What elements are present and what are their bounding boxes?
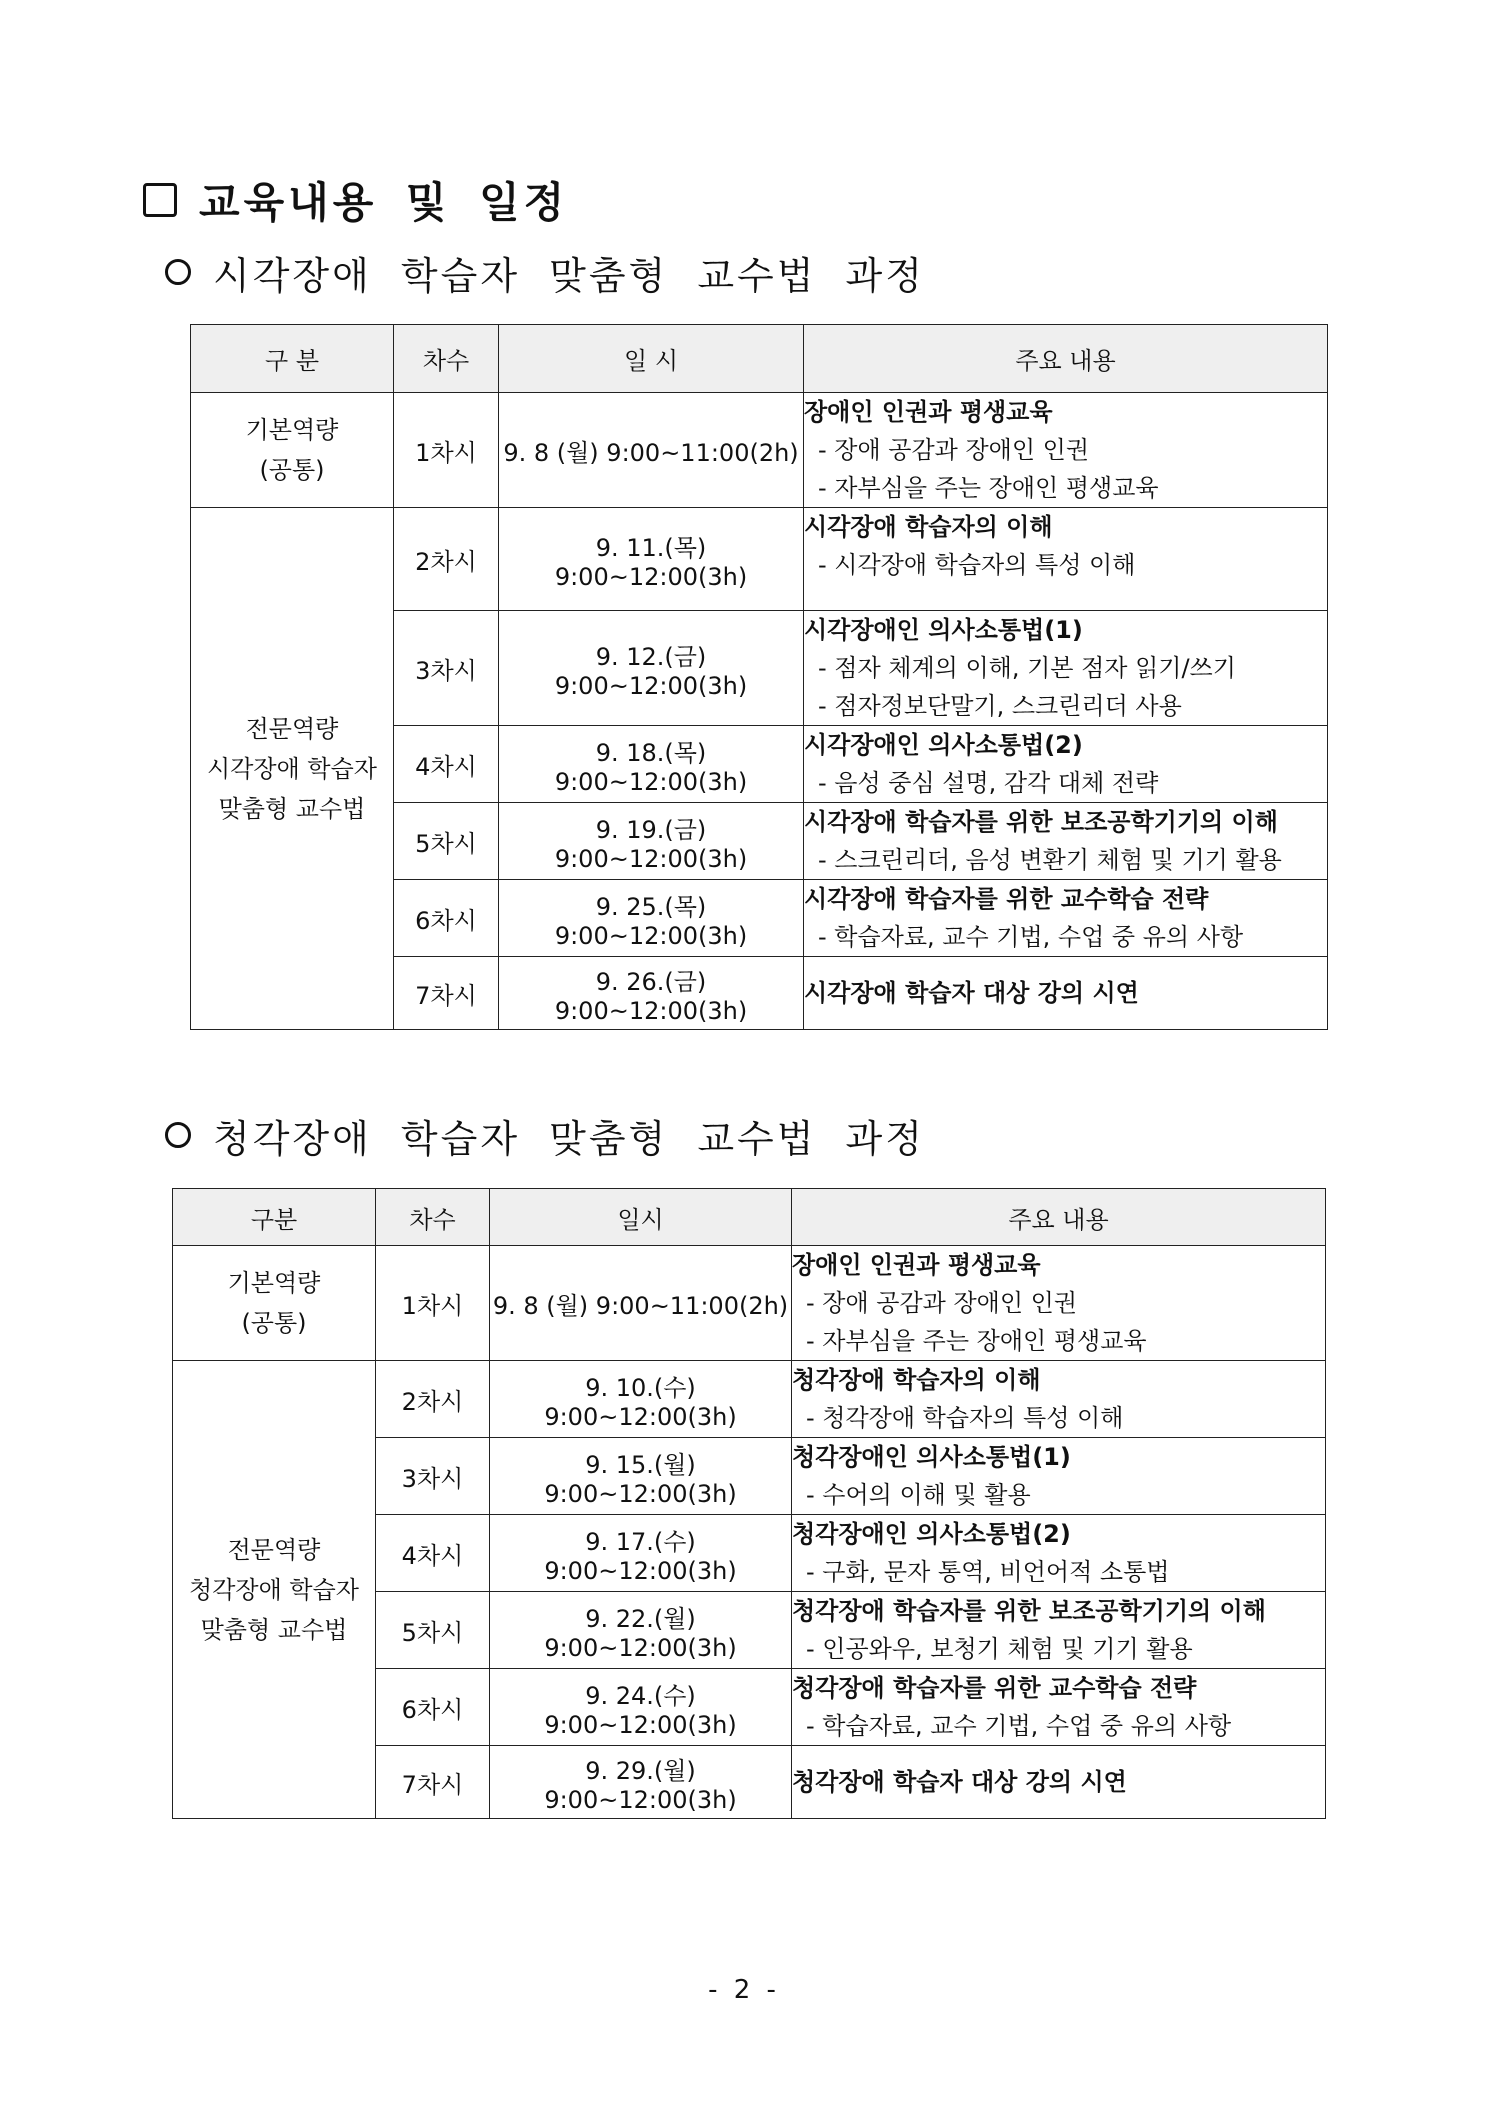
section-heading: [143, 170, 568, 230]
subheading-auditory: [165, 1107, 925, 1163]
group-pro-label: 청각장애 학습자: [189, 1575, 359, 1604]
content-title: 청각장애인 의사소통법(1): [792, 1443, 1071, 1471]
content-cell: [804, 803, 1328, 880]
header-row: [191, 325, 1328, 393]
square-bullet-icon: [143, 183, 177, 217]
datetime-cell: 9. 15.(월) 9:00~12:00(3h): [490, 1438, 792, 1515]
session-cell: 6차시: [394, 880, 499, 957]
circle-bullet-icon: [165, 1122, 191, 1148]
content-cell: [792, 1246, 1326, 1361]
content-detail: - 장애 공감과 장애인 인권: [806, 1289, 1078, 1317]
table-row: [191, 508, 1328, 611]
group-pro-cell: [191, 508, 394, 1030]
content-title: 시각장애 학습자 대상 강의 시연: [804, 979, 1139, 1007]
content-title: 시각장애 학습자의 이해: [804, 513, 1053, 541]
group-basic-label: (공통): [241, 1309, 307, 1337]
session-cell: 1차시: [394, 393, 499, 508]
group-basic-cell: [173, 1246, 376, 1361]
schedule-table-visual: [190, 324, 1328, 1030]
content-title: 시각장애 학습자를 위한 교수학습 전략: [804, 885, 1209, 913]
group-basic-cell: [191, 393, 394, 508]
datetime-cell: 9. 12.(금) 9:00~12:00(3h): [499, 611, 804, 726]
content-cell: [804, 393, 1328, 508]
header-category: 구 분: [191, 325, 394, 393]
table-row: [173, 1246, 1326, 1361]
content-title: 장애인 인권과 평생교육: [804, 398, 1053, 426]
header-datetime: 일시: [490, 1189, 792, 1246]
schedule-table-auditory: [172, 1188, 1326, 1819]
content-detail: - 점자 체계의 이해, 기본 점자 읽기/쓰기: [818, 654, 1236, 682]
content-detail: - 시각장애 학습자의 특성 이해: [818, 551, 1136, 579]
group-basic-label: 기본역량: [245, 416, 339, 444]
content-cell: [792, 1592, 1326, 1669]
circle-bullet-icon: [165, 259, 191, 285]
datetime-cell: 9. 24.(수) 9:00~12:00(3h): [490, 1669, 792, 1746]
table-row: [191, 393, 1328, 508]
content-cell: [792, 1746, 1326, 1819]
session-cell: 3차시: [394, 611, 499, 726]
content-detail: - 수어의 이해 및 활용: [806, 1481, 1031, 1509]
datetime-cell: 9. 10.(수) 9:00~12:00(3h): [490, 1361, 792, 1438]
content-detail: - 자부심을 주는 장애인 평생교육: [818, 474, 1159, 502]
content-title: 장애인 인권과 평생교육: [792, 1251, 1041, 1279]
session-cell: 4차시: [376, 1515, 490, 1592]
content-detail: - 학습자료, 교수 기법, 수업 중 유의 사항: [806, 1712, 1232, 1740]
content-cell: [792, 1669, 1326, 1746]
header-session: 차수: [394, 325, 499, 393]
page-number: - 2 -: [708, 1975, 780, 2005]
group-basic-label: 기본역량: [227, 1269, 321, 1297]
content-cell: [792, 1361, 1326, 1438]
header-row: [173, 1189, 1326, 1246]
content-title: 시각장애인 의사소통법(2): [804, 731, 1083, 759]
datetime-cell: 9. 11.(목) 9:00~12:00(3h): [499, 508, 804, 611]
header-session: 차수: [376, 1189, 490, 1246]
content-cell: [804, 611, 1328, 726]
content-title: 시각장애 학습자를 위한 보조공학기기의 이해: [804, 808, 1278, 836]
session-cell: 7차시: [394, 957, 499, 1030]
content-detail: - 스크린리더, 음성 변환기 체험 및 기기 활용: [818, 846, 1282, 874]
table-row: [173, 1361, 1326, 1438]
datetime-cell: 9. 8 (월) 9:00~11:00(2h): [490, 1246, 792, 1361]
session-cell: 3차시: [376, 1438, 490, 1515]
datetime-cell: 9. 8 (월) 9:00~11:00(2h): [499, 393, 804, 508]
content-detail: - 음성 중심 설명, 감각 대체 전략: [818, 769, 1159, 797]
content-title: 청각장애 학습자를 위한 교수학습 전략: [792, 1674, 1197, 1702]
header-content: 주요 내용: [804, 325, 1328, 393]
group-pro-label: 맞춤형 교수법: [218, 794, 366, 823]
group-pro-cell: [173, 1361, 376, 1819]
group-pro-label: 전문역량: [227, 1535, 321, 1564]
header-datetime: 일 시: [499, 325, 804, 393]
header-content: 주요 내용: [792, 1189, 1326, 1246]
subheading-title: 시각장애 학습자 맞춤형 교수법 과정: [213, 253, 925, 298]
content-detail: - 인공와우, 보청기 체험 및 기기 활용: [806, 1635, 1193, 1663]
content-detail: - 학습자료, 교수 기법, 수업 중 유의 사항: [818, 923, 1244, 951]
content-cell: [792, 1515, 1326, 1592]
content-cell: [804, 508, 1328, 611]
datetime-cell: 9. 25.(목) 9:00~12:00(3h): [499, 880, 804, 957]
group-pro-label: 시각장애 학습자: [207, 754, 377, 783]
datetime-cell: 9. 19.(금) 9:00~12:00(3h): [499, 803, 804, 880]
datetime-cell: 9. 26.(금) 9:00~12:00(3h): [499, 957, 804, 1030]
content-cell: [804, 880, 1328, 957]
content-detail: - 점자정보단말기, 스크린리더 사용: [818, 692, 1182, 720]
content-cell: [804, 957, 1328, 1030]
session-cell: 2차시: [376, 1361, 490, 1438]
content-title: 청각장애인 의사소통법(2): [792, 1520, 1071, 1548]
content-cell: [804, 726, 1328, 803]
session-cell: 6차시: [376, 1669, 490, 1746]
session-cell: 2차시: [394, 508, 499, 611]
heading-title: 교육내용 및 일정: [199, 178, 569, 227]
content-detail: - 청각장애 학습자의 특성 이해: [806, 1404, 1124, 1432]
session-cell: 5차시: [394, 803, 499, 880]
datetime-cell: 9. 17.(수) 9:00~12:00(3h): [490, 1515, 792, 1592]
content-title: 청각장애 학습자의 이해: [792, 1366, 1041, 1394]
header-category: 구분: [173, 1189, 376, 1246]
datetime-cell: 9. 18.(목) 9:00~12:00(3h): [499, 726, 804, 803]
content-title: 청각장애 학습자를 위한 보조공학기기의 이해: [792, 1597, 1266, 1625]
session-cell: 1차시: [376, 1246, 490, 1361]
group-pro-label: 맞춤형 교수법: [200, 1615, 348, 1644]
content-cell: [792, 1438, 1326, 1515]
group-pro-label: 전문역량: [245, 714, 339, 743]
datetime-cell: 9. 29.(월) 9:00~12:00(3h): [490, 1746, 792, 1819]
group-basic-label: (공통): [259, 456, 325, 484]
content-title: 시각장애인 의사소통법(1): [804, 616, 1083, 644]
session-cell: 4차시: [394, 726, 499, 803]
subheading-visual: [165, 244, 925, 300]
subheading-title: 청각장애 학습자 맞춤형 교수법 과정: [213, 1116, 925, 1161]
content-detail: - 자부심을 주는 장애인 평생교육: [806, 1327, 1147, 1355]
content-title: 청각장애 학습자 대상 강의 시연: [792, 1768, 1127, 1796]
session-cell: 5차시: [376, 1592, 490, 1669]
session-cell: 7차시: [376, 1746, 490, 1819]
content-detail: - 장애 공감과 장애인 인권: [818, 436, 1090, 464]
content-detail: - 구화, 문자 통역, 비언어적 소통법: [806, 1558, 1170, 1586]
datetime-cell: 9. 22.(월) 9:00~12:00(3h): [490, 1592, 792, 1669]
